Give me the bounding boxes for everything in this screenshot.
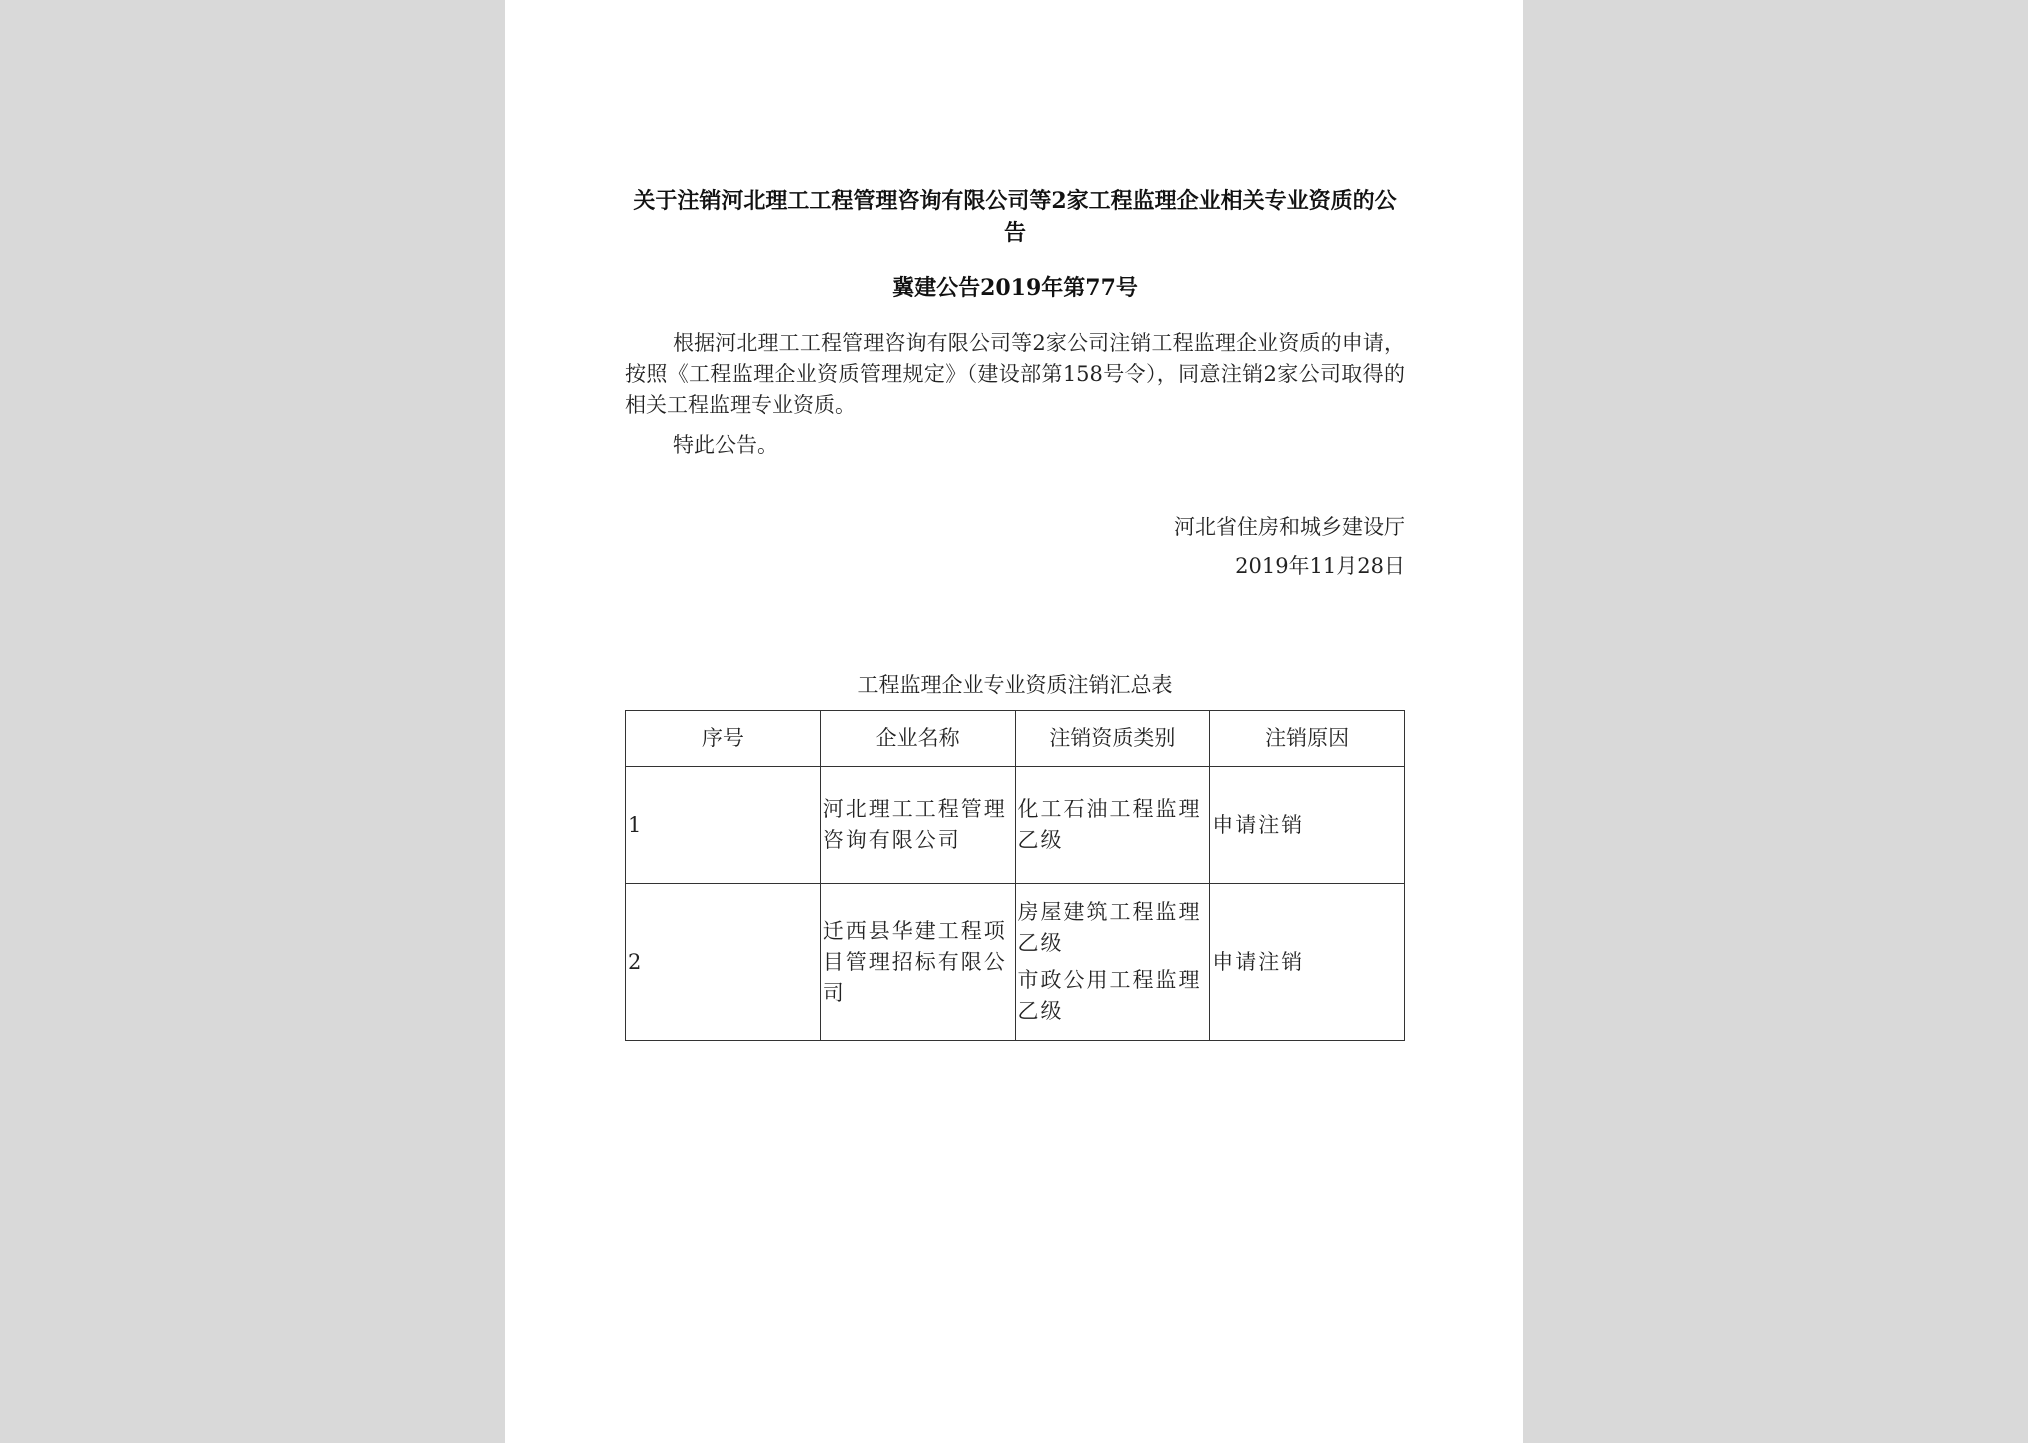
cell-reason: 申请注销 [1210,767,1405,884]
qualification-item: 市政公用工程监理乙级 [1017,968,1202,1023]
header-company: 企业名称 [820,711,1015,767]
cell-company: 河北理工工程管理咨询有限公司 [820,767,1015,884]
header-qualification: 注销资质类别 [1015,711,1210,767]
header-index: 序号 [626,711,821,767]
issuer-name: 河北省住房和城乡建设厅 [1174,515,1405,539]
table-caption: 工程监理企业专业资质注销汇总表 [857,673,1173,697]
cell-index: 1 [626,767,821,884]
table-header-row [626,711,1405,767]
document-page [505,0,1523,1443]
document-title: 关于注销河北理工工程管理咨询有限公司等2家工程监理企业相关专业资质的公告 [633,188,1397,246]
summary-table [625,710,1405,1041]
header-reason: 注销原因 [1210,711,1405,767]
qualification-item: 房屋建筑工程监理乙级 [1017,900,1202,955]
cell-qualification [1015,884,1210,1041]
document-number: 冀建公告2019年第77号 [892,275,1138,301]
cell-company: 迁西县华建工程项目管理招标有限公司 [820,884,1015,1041]
cell-reason: 申请注销 [1210,884,1405,1041]
table-row [626,767,1405,884]
cell-qualification [1015,767,1210,884]
body-paragraph: 根据河北理工工程管理咨询有限公司等2家公司注销工程监理企业资质的申请，按照《工程监理企业资质管理规定》（建设部第158号令），同意注销2家公司取得的相关工程监理专业资质。 [625,331,1405,417]
issue-date: 2019年11月28日 [1235,554,1405,578]
qualification-item: 化工石油工程监理乙级 [1017,797,1202,852]
closing-paragraph: 特此公告。 [673,433,778,457]
signature-block [625,508,1405,586]
cell-index: 2 [626,884,821,1041]
table-row [626,884,1405,1041]
